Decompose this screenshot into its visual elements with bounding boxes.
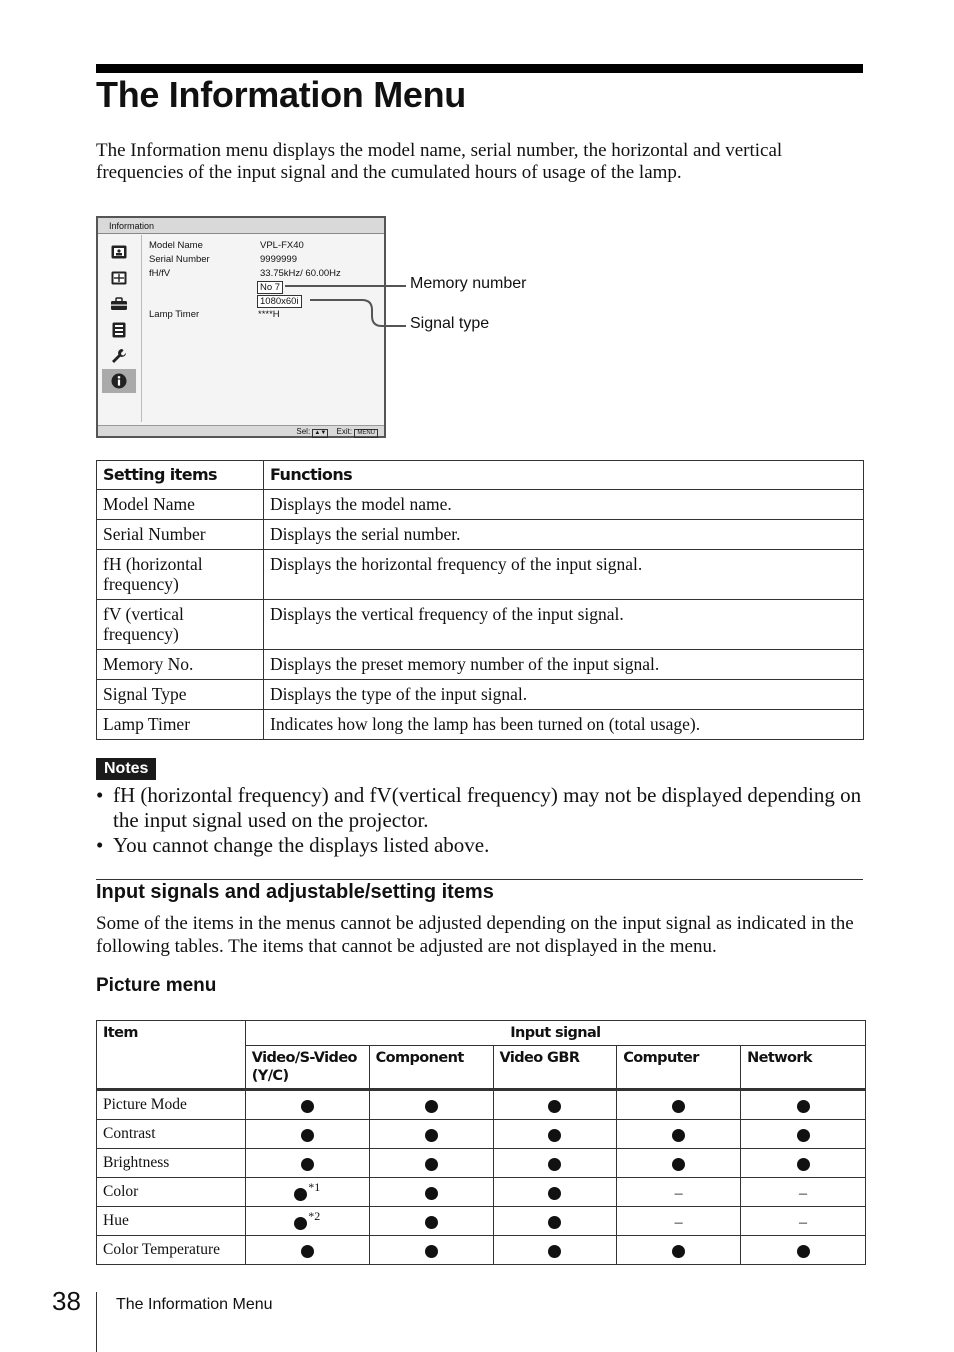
table-row [97,1178,866,1207]
available-dot-icon [301,1100,314,1113]
osd-footer-select: Sel: [296,427,311,436]
availability-cell [245,1207,369,1236]
picture-item-name: Picture Mode [97,1090,246,1120]
table-row [97,1207,866,1236]
header-item: Item [97,1021,246,1090]
osd-header: Information [98,218,384,234]
table-row [97,550,864,600]
available-dot-icon [548,1245,561,1258]
table-row [97,680,864,710]
table-row [97,1149,866,1178]
available-dot-icon [672,1100,685,1113]
available-dot-icon [548,1129,561,1142]
header-input-signal: Input signal [245,1021,865,1046]
setting-item: Lamp Timer [97,710,264,740]
available-dot-icon [425,1100,438,1113]
availability-cell [493,1120,617,1149]
setting-item: Serial Number [97,520,264,550]
not-available-dash: – [674,1213,683,1231]
not-available-dash: – [799,1184,808,1202]
note-text: You cannot change the displays listed above. [113,833,490,857]
available-dot-icon [797,1100,810,1113]
section-rule [96,879,863,880]
available-dot-icon [672,1129,685,1142]
picture-item-name: Color [97,1178,246,1207]
available-dot-icon [425,1187,438,1200]
osd-value-serial: 9999999 [260,254,297,265]
function-text: Displays the serial number. [264,520,864,550]
osd-value-model: VPL-FX40 [260,240,304,251]
table-row [97,1120,866,1149]
setting-item: fV (vertical frequency) [97,600,264,650]
table-header-row [97,1021,866,1046]
function-text: Displays the preset memory number of the input signal. [264,650,864,680]
setting-item: fH (horizontal frequency) [97,550,264,600]
not-available-dash: – [799,1213,808,1231]
table-header-row [97,461,864,490]
table-row [97,600,864,650]
callout-lines [0,0,954,460]
availability-cell [617,1236,741,1265]
available-dot-icon [294,1188,307,1201]
bullet-icon: • [96,833,104,857]
availability-cell [369,1207,493,1236]
availability-cell [493,1149,617,1178]
callout-signal-type: Signal type [410,315,490,332]
osd-label-model: Model Name [149,240,203,251]
availability-cell [245,1120,369,1149]
osd-signal-type-box: 1080x60i [257,295,302,308]
availability-cell [741,1236,866,1265]
available-dot-icon [797,1129,810,1142]
availability-cell [493,1236,617,1265]
not-available-dash: – [674,1184,683,1202]
availability-cell [617,1207,741,1236]
available-dot-icon [797,1245,810,1258]
available-dot-icon [548,1158,561,1171]
available-dot-icon [548,1100,561,1113]
page-number: 38 [52,1286,81,1316]
availability-cell [369,1149,493,1178]
table-row [97,710,864,740]
picture-menu-rows [97,1090,866,1265]
availability-cell [493,1178,617,1207]
page-title: The Information Menu [96,74,466,115]
header-video: Video/S-Video (Y/C) [245,1046,369,1090]
availability-cell [369,1090,493,1120]
availability-cell [369,1236,493,1265]
osd-label-serial: Serial Number [149,254,210,265]
osd-label-frequency: fH/fV [149,268,171,279]
availability-cell [493,1090,617,1120]
footnote-marker: *2 [308,1209,321,1223]
updown-arrows-icon: ▲▼ [314,430,327,436]
available-dot-icon [548,1187,561,1200]
section-heading: Input signals and adjustable/setting items [96,881,494,903]
available-dot-icon [672,1158,685,1171]
availability-cell [245,1236,369,1265]
osd-memory-number-box: No 7 [257,281,283,294]
footnote-marker: *1 [308,1180,321,1194]
table-row [97,490,864,520]
note-text: fH (horizontal frequency) and fV(vertical frequency) may not be displayed depending on the input signal used on the projector. [113,783,862,832]
table-row [97,1236,866,1265]
picture-menu-heading: Picture menu [96,975,217,996]
function-text: Displays the type of the input signal. [264,680,864,710]
availability-cell [369,1120,493,1149]
intro-paragraph: The Information menu displays the model name, serial number, the horizontal and vertical frequencies of the input signal and the cumulated hours of usage of the lamp. [96,140,783,183]
availability-cell [741,1090,866,1120]
table-row [97,520,864,550]
availability-cell [245,1149,369,1178]
available-dot-icon [301,1158,314,1171]
running-title: The Information Menu [116,1296,273,1313]
available-dot-icon [301,1129,314,1142]
availability-cell [617,1090,741,1120]
picture-item-name: Brightness [97,1149,246,1178]
header-network: Network [741,1046,866,1090]
available-dot-icon [797,1158,810,1171]
function-text: Indicates how long the lamp has been turned on (total usage). [264,710,864,740]
osd-value-frequency: 33.75kHz/ 60.00Hz [260,268,341,279]
available-dot-icon [672,1245,685,1258]
header-video-gbr: Video GBR [493,1046,617,1090]
availability-cell [741,1120,866,1149]
header-setting-items: Setting items [97,461,264,490]
note-item [96,783,866,833]
function-text: Displays the model name. [264,490,864,520]
availability-cell [741,1178,866,1207]
available-dot-icon [294,1217,307,1230]
setting-item: Model Name [97,490,264,520]
picture-item-name: Color Temperature [97,1236,246,1265]
available-dot-icon [548,1216,561,1229]
available-dot-icon [425,1245,438,1258]
header-computer: Computer [617,1046,741,1090]
functions-table [96,460,864,740]
availability-cell [493,1207,617,1236]
availability-cell [741,1207,866,1236]
available-dot-icon [425,1158,438,1171]
function-text: Displays the horizontal frequency of the input signal. [264,550,864,600]
function-text: Displays the vertical frequency of the input signal. [264,600,864,650]
picture-menu-table [96,1020,866,1265]
availability-cell [369,1178,493,1207]
availability-cell [245,1178,369,1207]
notes-badge: Notes [96,758,156,780]
availability-cell [617,1149,741,1178]
available-dot-icon [301,1245,314,1258]
osd-footer-exit: Exit: [336,427,353,436]
note-item [96,833,866,858]
header-component: Component [369,1046,493,1090]
availability-cell [617,1178,741,1207]
signal-type-leader [310,300,406,326]
availability-cell [245,1090,369,1120]
picture-item-name: Hue [97,1207,246,1236]
bullet-icon: • [96,783,104,807]
osd-value-lamp: ****H [258,309,280,320]
section-paragraph: Some of the items in the menus cannot be adjusted depending on the input signal as indicated in the following tables. The items that cannot be adjusted are not displayed in the menu. [96,913,854,957]
osd-label-lamp: Lamp Timer [149,309,200,320]
available-dot-icon [425,1129,438,1142]
available-dot-icon [425,1216,438,1229]
picture-item-name: Contrast [97,1120,246,1149]
footer-rule [96,1292,97,1352]
availability-cell [617,1120,741,1149]
availability-cell [741,1149,866,1178]
callout-memory-number: Memory number [410,275,527,292]
table-row [97,1090,866,1120]
setting-item: Signal Type [97,680,264,710]
osd-footer-menu-key: MENU [354,429,378,438]
header-functions: Functions [264,461,864,490]
table-row [97,650,864,680]
setting-item: Memory No. [97,650,264,680]
